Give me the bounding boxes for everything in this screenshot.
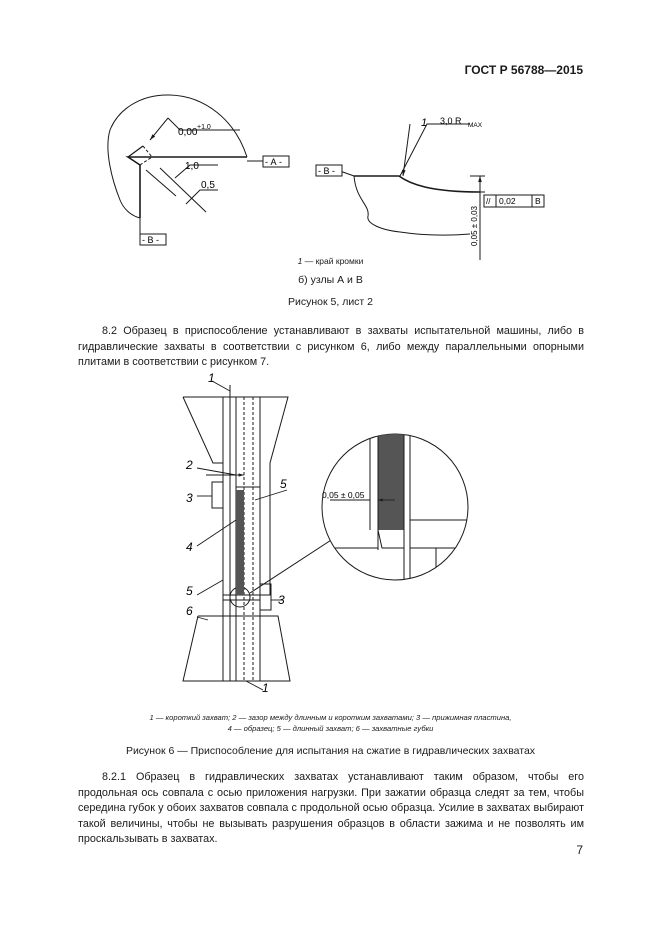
- figure5-subcaption: б) узлы А и В: [298, 274, 363, 286]
- figure6-legend-line2: 4 — образец; 5 — длинный захват; 6 — захватные губки: [227, 724, 434, 733]
- figure6-caption: Рисунок 6 — Приспособление для испытания на сжатие в гидравлических захватах: [125, 745, 536, 757]
- edge-radius: [354, 176, 480, 192]
- dim-1: 1,0: [185, 161, 199, 172]
- figure6-assembly: [183, 385, 345, 681]
- datum-b-left-label: - В -: [142, 235, 159, 245]
- figure6-legend: [0, 712, 661, 734]
- callout-1-top: 1: [208, 371, 215, 385]
- radius-sub: MAX: [468, 122, 483, 129]
- page-number: 7: [576, 843, 583, 857]
- callout-1-fig5: 1: [421, 117, 428, 129]
- paragraph-8-2-1: 8.2.1 Образец в гидравлических захватах устанавливают таким образом, чтобы его продольная ось совпала с осью приложения нагрузки. При зажатии образца следят за тем, чтобы середина губок у обоих захватов совпала с продольной осью образца. Усилие в захватах выбирают такой величины, чтобы не вызывать разрушения образцов в области зажима и не позволять им проскальзывать в захватах.: [78, 771, 584, 845]
- document-header: ГОСТ Р 56788—2015: [464, 63, 583, 77]
- callout-5-right: 5: [280, 477, 287, 491]
- parallel-symbol: //: [486, 197, 491, 206]
- figure5-caption: Рисунок 5, лист 2: [288, 296, 373, 308]
- tol-label: 0,00: [178, 127, 198, 138]
- figure5-legend-text: — край кромки: [302, 256, 364, 266]
- figure5-legend: [0, 256, 661, 266]
- detail-view: [320, 420, 470, 580]
- specimen-hatched: [236, 490, 244, 595]
- datum-a-label: - А -: [265, 157, 282, 167]
- vertical-dim: 0,05 ± 0,03: [470, 206, 479, 246]
- dim-2: 0,5: [201, 180, 215, 191]
- figure6-legend-line1: 1 — короткий захват; 2 — зазор между длинным и коротким захватами; 3 — прижимная пластина,: [149, 713, 512, 722]
- figure5-legend-num: 1: [297, 256, 303, 266]
- callout-1-bottom: 1: [262, 681, 269, 695]
- radius-label: 3,0 R: [440, 116, 462, 126]
- callout-5-left: 5: [186, 584, 193, 598]
- paragraph-8-2: 8.2 Образец в приспособление устанавливают в захваты испытательной машины, либо в гидравлические захваты в соответствии с рисунком 6, либо между параллельными опорными плитами в соответствии с рисунком 7.: [78, 325, 584, 368]
- parallel-datum: В: [535, 196, 541, 206]
- callout-3-right: 3: [278, 593, 285, 607]
- part-outline-right: [354, 176, 470, 235]
- tol-sup: +1,0: [197, 124, 211, 131]
- callout-2: 2: [186, 458, 193, 472]
- datum-b-right-label: - В -: [318, 166, 335, 176]
- figure5-right-node: [340, 124, 485, 260]
- parallel-value: 0,02: [499, 196, 516, 206]
- callout-4: 4: [186, 540, 193, 554]
- figure5-left-node: [108, 95, 247, 240]
- callout-6: 6: [186, 604, 193, 618]
- callout-3-left: 3: [186, 491, 193, 505]
- detail-dim: 0,05 ± 0,05: [322, 490, 365, 500]
